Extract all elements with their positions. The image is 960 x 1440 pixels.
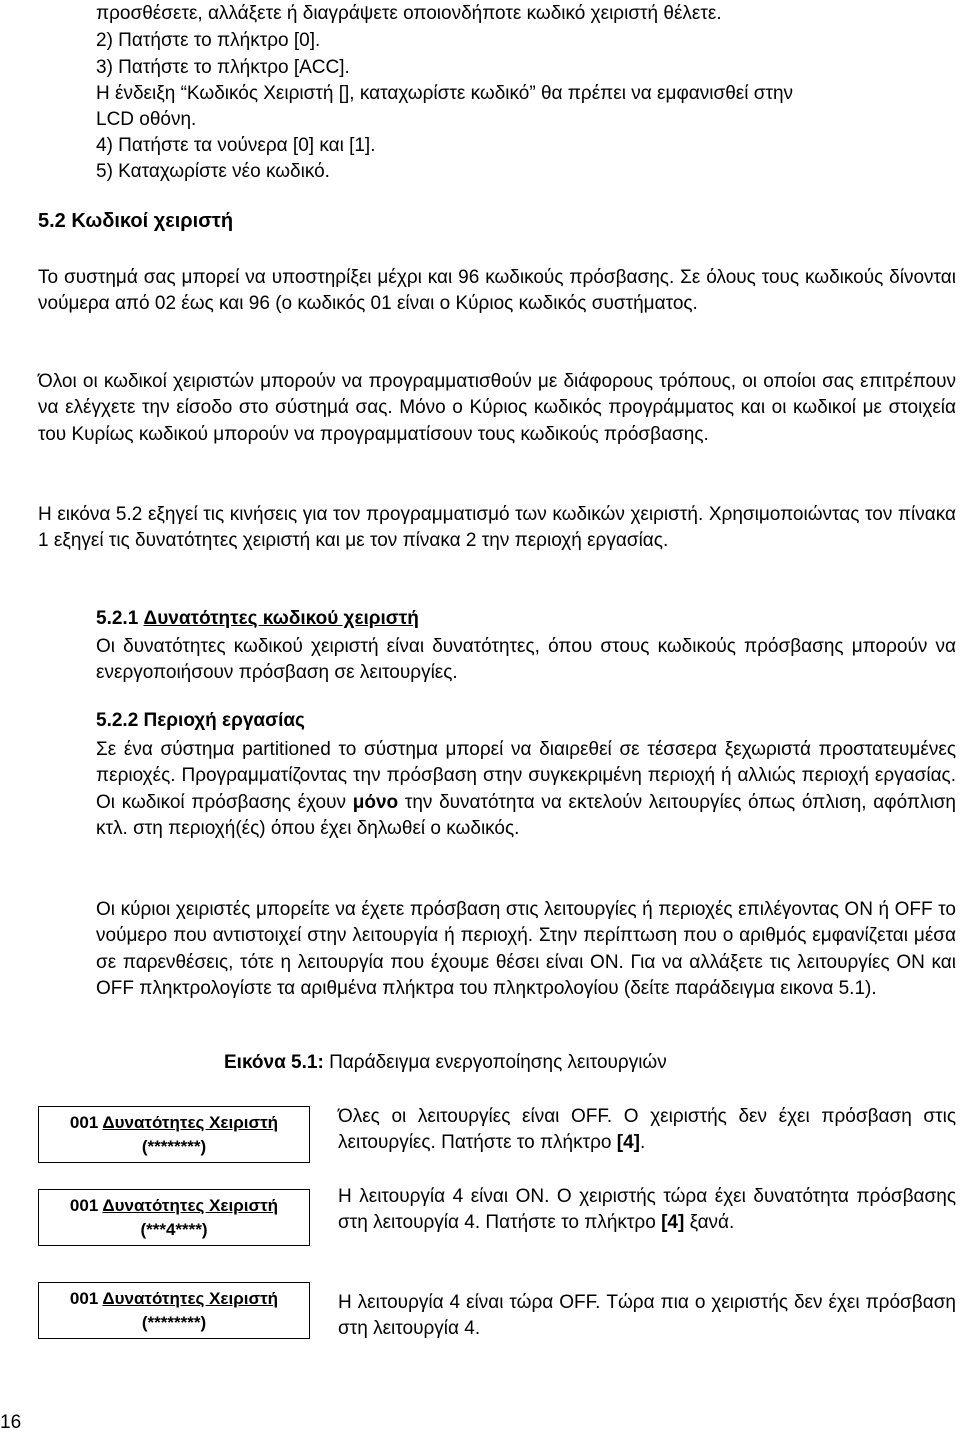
subsection-2-body-bold: μόνο [352,791,399,813]
subsection-2-body [96,737,956,843]
instruction-display-note-cont: LCD οθόνη. [96,109,197,130]
figure-caption-text: Παράδειγμα ενεργοποίησης λειτουργιών [323,1052,667,1073]
subsection-2-number: 5.2.2 [96,710,139,731]
lcd-2-description [338,1184,956,1235]
figure-caption-label: Εικόνα 5.1: [224,1052,324,1073]
subsection-2-body-rest: την δυνατότητα να εκτελούν λειτουργίες όπως όπλιση, αφόπλιση κτλ. στη περιοχή(ές) όπου έχει δηλωθεί ο κωδικός. [96,791,957,840]
lcd-3-number: 001 [69,1289,99,1308]
instruction-step-4: 4) Πατήστε τα νούνερα [0] και [1]. [96,135,376,156]
lcd-1-desc-text: Όλες οι λειτουργίες είναι OFF. Ο χειριστής δεν έχει πρόσβαση στις λειτουργίες. Πατήστε το πλήκτρο [338,1106,956,1153]
lcd-1-desc-key: [4] [616,1131,641,1153]
instruction-continuation: προσθέσετε, αλλάξετε ή διαγράψετε οποιονδήποτε κωδικό χειριστή θέλετε. [96,3,722,24]
subsection-heading-2 [96,710,305,732]
lcd-display-2 [38,1189,310,1246]
lcd-1-value: (********) [141,1137,207,1156]
section-heading: 5.2 Κωδικοί χειριστή [38,210,234,232]
lcd-2-desc-end: ξανά. [684,1211,735,1233]
page-number: 16 [0,1412,22,1433]
subsection-1-body: Οι δυνατότητες κωδικού χειριστή είναι δυνατότητες, όπου στους κωδικούς πρόσβασης μπορούν να ενεργοποιήσουν πρόσβαση σε λειτουργίες. [96,636,956,684]
section-paragraph-1: Το συστημά σας μπορεί να υποστηρίξει μέχρι και 96 κωδικούς πρόσβασης. Σε όλους τους κωδικούς δίνονται νούμερα από 02 έως και 96 (ο κωδικός 01 είναι ο Κύριος κωδικός συστήματος. [38,267,956,315]
lcd-1-description [338,1104,956,1155]
lcd-1-number: 001 [69,1113,99,1132]
instruction-display-note: Η ένδειξη “Κωδικός Χειριστή [], καταχωρίστε κωδικό” θα πρέπει να εμφανισθεί στην [96,83,794,104]
subsection-1-number: 5.2.1 [96,608,139,629]
subsection-2-body-text: Σε ένα σύστημα partitioned το σύστημα μπορεί να διαιρεθεί σε τέσσερα ξεχωριστά προστατευμένες περιοχές. Προγραμματίζοντας την πρόσβαση στην συγκεκριμένη περιοχή ή αλλιώς περιοχή εργασίας. Οι κωδικοί πρόσβασης έχουν [96,739,956,813]
lcd-3-label: Δυνατότητες Χειριστή [102,1289,279,1308]
lcd-2-desc-key: [4] [661,1211,685,1233]
lcd-3-desc-text: Η λειτουργία 4 είναι τώρα OFF. Τώρα πια ο χειριστής δεν έχει πρόσβαση στη λειτουργία 4. [338,1292,956,1339]
lcd-display-1 [38,1106,310,1163]
lcd-2-number: 001 [69,1196,99,1215]
subsection-2-title: Περιοχή εργασίας [143,710,305,731]
figure-caption [224,1052,667,1074]
lcd-2-label: Δυνατότητες Χειριστή [102,1196,279,1215]
section-paragraph-2: Όλοι οι κωδικοί χειριστών μπορούν να προγραμματισθούν με διάφορους τρόπους, οι οποίοι σας επιτρέπουν να ελέγχετε την είσοδο στο σύστημά σας. Μόνο ο Κύριος κωδικός προγράμματος και οι κωδικοί με στοιχεία του Κυρίως κωδικού μπορούν να προγραμματίσουν τους κωδικούς πρόσβασης. [38,371,956,445]
lcd-2-desc-text: Η λειτουργία 4 είναι ON. Ο χειριστής τώρα έχει δυνατότητα πρόσβασης στη λειτουργία 4. Πατήστε το πλήκτρο [338,1186,956,1233]
lcd-3-description [338,1290,956,1341]
instruction-step-5: 5) Καταχωρίστε νέο κωδικό. [96,161,330,182]
lcd-2-value: (***4****) [140,1220,208,1239]
lcd-1-desc-end: . [640,1131,646,1153]
lcd-display-3 [38,1282,310,1339]
instruction-step-2: 2) Πατήστε το πλήκτρο [0]. [96,30,321,51]
lcd-1-label: Δυνατότητες Χειριστή [102,1113,279,1132]
subsection-heading-1 [96,608,419,630]
subsection-1-title: Δυνατότητες κωδικού χειριστή [143,608,419,629]
instruction-step-3: 3) Πατήστε το πλήκτρο [ACC]. [96,57,350,78]
lcd-3-value: (********) [141,1313,207,1332]
subsection-2-paragraph-2: Οι κύριοι χειριστές μπορείτε να έχετε πρόσβαση στις λειτουργίες ή περιοχές επιλέγοντας ON ή OFF το νούμερο που αντιστοιχεί στην λειτουργία ή περιοχή. Στην περίπτωση που ο αριθμός εμφανίζεται μέσα σε παρενθέσεις, τότε η λειτουργία που έχουμε θέσει είναι ON. Για να αλλάξετε τις λειτουργίες ON και OFF πληκτρολογίστε τα αριθμένα πλήκτρα του πληκτρολογίου (δείτε παράδειγμα εικονα 5.1). [96,899,956,1000]
section-paragraph-3: Η εικόνα 5.2 εξηγεί τις κινήσεις για τον προγραμματισμό των κωδικών χειριστή. Χρησιμοποιώντας τον πίνακα 1 εξηγεί τις δυνατότητες χειριστή και με τον πίνακα 2 την περιοχή εργασίας. [38,504,956,552]
